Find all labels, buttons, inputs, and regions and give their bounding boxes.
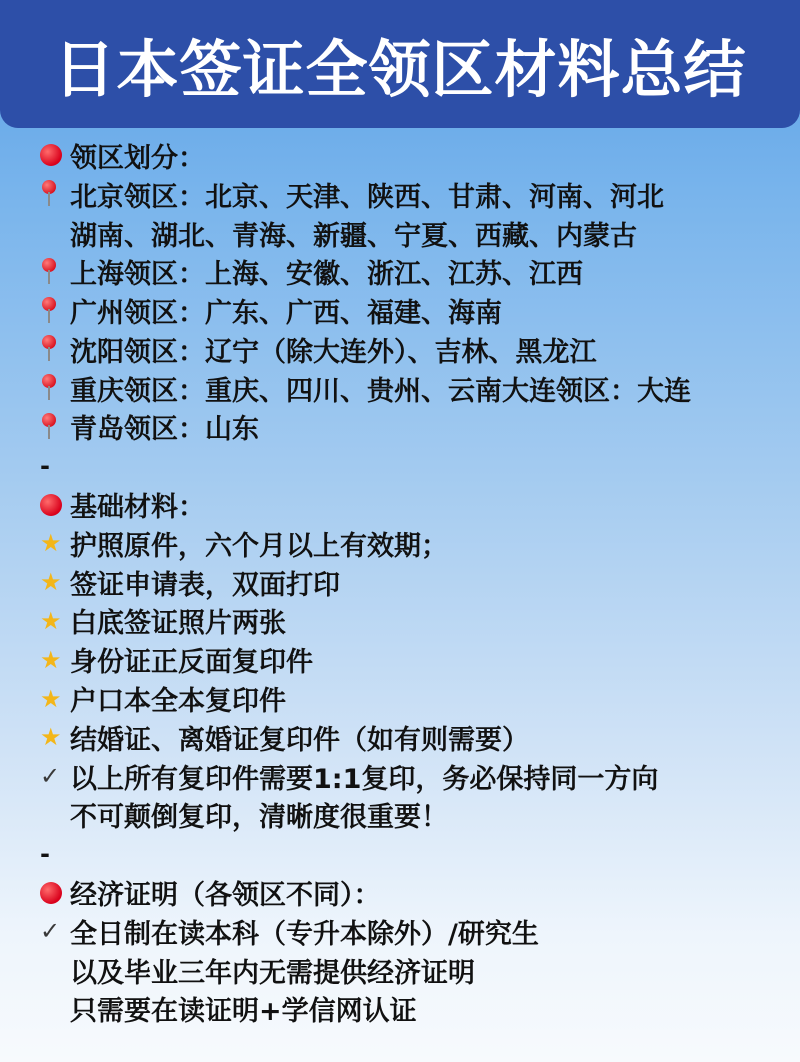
section-heading-text: 经济证明（各领区不同）： — [70, 880, 381, 912]
list-item — [40, 718, 790, 757]
list-item-text: 白底签证照片两张 — [70, 608, 286, 640]
region-text: 沈阳领区：辽宁（除大连外）、吉林、黑龙江 — [70, 336, 597, 368]
list-item-text: 身份证正反面复印件 — [70, 647, 313, 679]
note-line-continued — [40, 796, 790, 835]
list-item — [40, 602, 790, 641]
list-item — [40, 640, 790, 679]
region-text: 湖南、湖北、青海、新疆、宁夏、西藏、内蒙古 — [70, 220, 637, 252]
region-line — [40, 369, 790, 408]
note-text: 以上所有复印件需要1:1复印，务必保持同一方向 — [70, 763, 659, 795]
region-text: 北京领区：北京、天津、陕西、甘肃、河南、河北 — [70, 181, 664, 213]
section-heading-regions — [40, 136, 790, 175]
title-banner — [0, 0, 800, 128]
region-line — [40, 175, 790, 214]
round-pushpin-icon — [40, 258, 70, 286]
note-text: 全日制在读本科（专升本除外）/研究生 — [70, 918, 539, 950]
page-title: 日本签证全领区材料总结 — [53, 32, 747, 106]
list-item — [40, 524, 790, 563]
glowing-star-icon: ★ — [40, 645, 62, 674]
section-heading-basic — [40, 485, 790, 524]
note-text: 只需要在读证明+学信网认证 — [70, 996, 417, 1028]
list-item — [40, 563, 790, 602]
note-line — [40, 757, 790, 796]
region-line — [40, 291, 790, 330]
round-pushpin-icon — [40, 374, 70, 402]
list-item-text: 结婚证、离婚证复印件（如有则需要） — [70, 724, 529, 756]
separator-dash: - — [40, 839, 50, 868]
list-item — [40, 679, 790, 718]
region-line — [40, 252, 790, 291]
list-item-text: 护照原件，六个月以上有效期； — [70, 530, 448, 562]
red-circle-icon — [40, 144, 70, 166]
glowing-star-icon: ★ — [40, 529, 62, 558]
region-text: 青岛领区：山东 — [70, 414, 259, 446]
red-circle-icon — [40, 882, 70, 904]
list-item-text: 签证申请表，双面打印 — [70, 569, 340, 601]
note-line-continued — [40, 990, 790, 1029]
section-heading-finance — [40, 873, 790, 912]
region-text: 重庆领区：重庆、四川、贵州、云南大连领区：大连 — [70, 375, 691, 407]
region-line — [40, 330, 790, 369]
content-body — [40, 136, 790, 1028]
check-mark-icon: ✓ — [40, 762, 61, 791]
glowing-star-icon: ★ — [40, 568, 62, 597]
separator — [40, 834, 790, 873]
glowing-star-icon: ★ — [40, 684, 62, 713]
glowing-star-icon: ★ — [40, 606, 62, 635]
section-heading-text: 基础材料： — [70, 492, 205, 524]
check-mark-icon: ✓ — [40, 917, 61, 946]
round-pushpin-icon — [40, 335, 70, 363]
round-pushpin-icon — [40, 297, 70, 325]
region-text: 上海领区：上海、安徽、浙江、江苏、江西 — [70, 259, 583, 291]
section-heading-text: 领区划分： — [70, 142, 205, 174]
round-pushpin-icon — [40, 413, 70, 441]
round-pushpin-icon — [40, 180, 70, 208]
glowing-star-icon: ★ — [40, 723, 62, 752]
list-item-text: 户口本全本复印件 — [70, 686, 286, 718]
note-text: 不可颠倒复印，清晰度很重要！ — [70, 802, 448, 834]
note-line — [40, 912, 790, 951]
note-line-continued — [40, 951, 790, 990]
region-line — [40, 408, 790, 447]
separator — [40, 446, 790, 485]
red-circle-icon — [40, 494, 70, 516]
separator-dash: - — [40, 451, 50, 480]
region-line-continued — [40, 214, 790, 253]
region-text: 广州领区：广东、广西、福建、海南 — [70, 298, 502, 330]
note-text: 以及毕业三年内无需提供经济证明 — [70, 957, 475, 989]
